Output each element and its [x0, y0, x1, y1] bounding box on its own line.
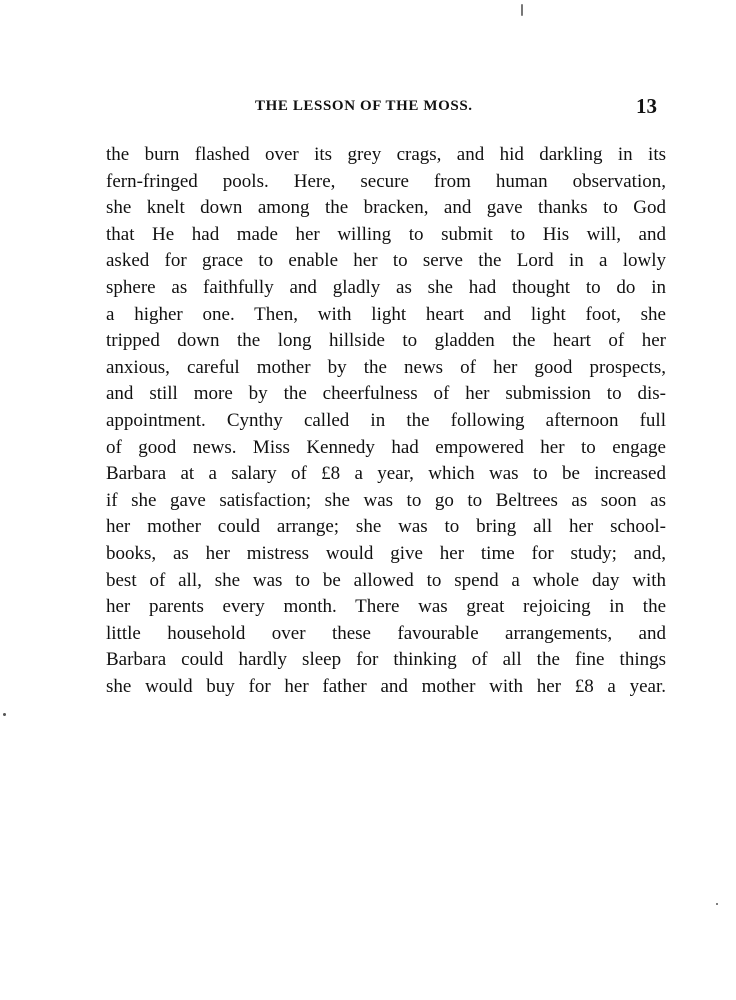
text-line: Barbara at a salary of £8 a year, which was to be increased: [106, 463, 666, 485]
text-line: that He had made her willing to submit to His will, and: [106, 223, 666, 245]
body-text: [106, 142, 666, 700]
text-line: little household over these favourable arrangements, and: [106, 622, 666, 644]
text-line: asked for grace to enable her to serve the Lord in a lowly: [106, 250, 666, 272]
text-line: books, as her mistress would give her time for study; and,: [106, 542, 666, 564]
text-line: her mother could arrange; she was to bring all her school-: [106, 516, 666, 538]
text-line: her parents every month. There was great rejoicing in the: [106, 596, 666, 618]
text-line: Barbara could hardly sleep for thinking of all the fine things: [106, 649, 666, 671]
running-title: THE LESSON OF THE MOSS.: [255, 98, 473, 114]
text-line: if she gave satisfaction; she was to go to Beltrees as soon as: [106, 489, 666, 511]
page-number: 13: [636, 94, 657, 118]
text-line: fern-fringed pools. Here, secure from human observation,: [106, 170, 666, 192]
text-line: the burn flashed over its grey crags, and hid darkling in its: [106, 144, 666, 165]
running-head: [105, 94, 665, 120]
text-line: tripped down the long hillside to gladden the heart of her: [106, 330, 666, 352]
text-line: of good news. Miss Kennedy had empowered her to engage: [106, 436, 666, 458]
text-line: sphere as faithfully and gladly as she had thought to do in: [106, 276, 666, 298]
text-line: anxious, careful mother by the news of her good prospects,: [106, 356, 666, 378]
text-line: best of all, she was to be allowed to spend a whole day with: [106, 569, 666, 591]
text-line: and still more by the cheerfulness of her submission to dis-: [106, 383, 666, 405]
text-line: appointment. Cynthy called in the following afternoon full: [106, 409, 666, 431]
text-line: a higher one. Then, with light heart and light foot, she: [106, 303, 666, 325]
scan-speck: [3, 713, 6, 716]
scan-mark: [521, 4, 523, 16]
text-line: she would buy for her father and mother with her £8 a year.: [106, 675, 666, 697]
scan-speck: [716, 903, 718, 905]
text-line: she knelt down among the bracken, and gave thanks to God: [106, 197, 666, 219]
